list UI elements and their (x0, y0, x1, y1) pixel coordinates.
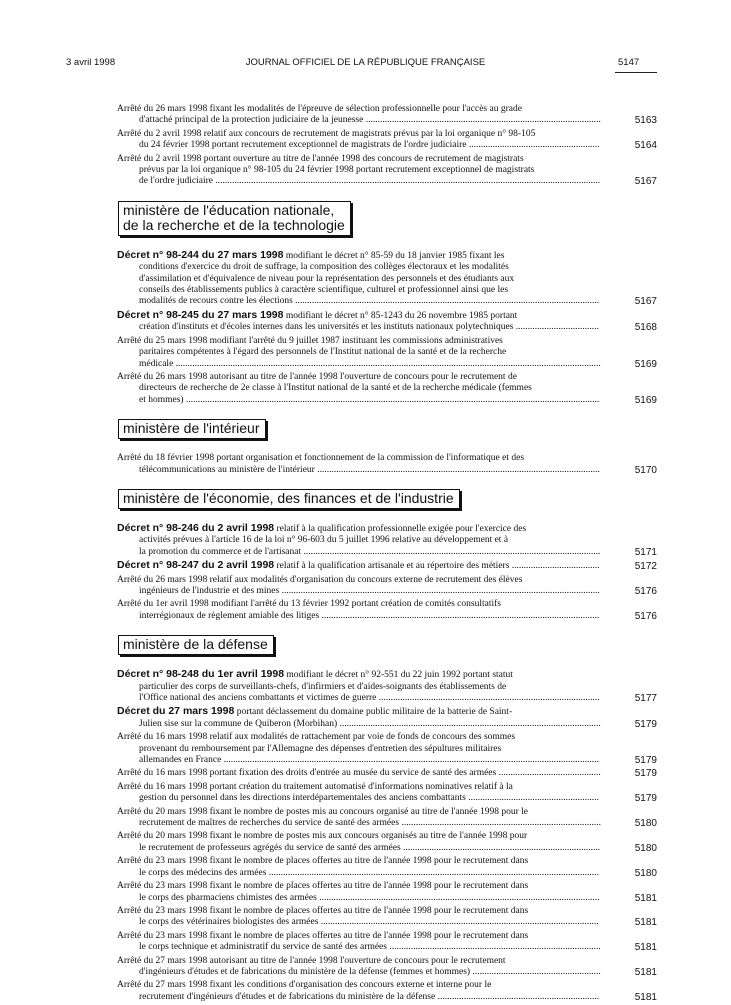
entry-page-number: 5170 (634, 464, 657, 476)
leader-dots: ................................................................................................... (363, 115, 601, 126)
entry-line (117, 818, 605, 829)
entry-line-text: interrégionaux de règlement amiable des litiges (139, 610, 320, 621)
entry-line (117, 165, 605, 176)
entry-line (117, 744, 605, 755)
entry-page-number: 5179 (634, 755, 657, 767)
entry-line (117, 856, 605, 867)
toc-entry (117, 807, 657, 830)
entry-line-text: prévus par la loi organique n° 98-105 du 24 février 1998 portant recrutement exceptionnel de magistrats (139, 165, 535, 176)
entry-line-text: de l'ordre judiciaire (139, 176, 213, 187)
entry-line (117, 992, 605, 1003)
entry-page-number: 5172 (634, 561, 657, 573)
leader-dots: ......................................................................................... (386, 942, 601, 953)
entry-line-text: la promotion du commerce et de l'artisanat (139, 546, 302, 557)
entry-line-text: le corps des vétérinaires biologistes des armées (139, 917, 319, 928)
leader-dots: .................................................................................... (399, 818, 601, 829)
entry-line-text: Arrêté du 20 mars 1998 fixant le nombre de postes mis au concours organisé au titre de l'année 1998 pour le (117, 806, 528, 817)
entry-line-text: Arrêté du 16 mars 1998 portant création du traitement automatisé d'informations nominatives relatif à la (117, 781, 513, 792)
entry-page-number: 5179 (634, 718, 657, 730)
entry-line (117, 523, 605, 535)
toc-entry (117, 732, 657, 766)
entry-page-number: 5181 (634, 942, 657, 954)
entry-page-number: 5180 (634, 842, 657, 854)
entry-line-text: Arrêté du 23 mars 1998 fixant le nombre de places offertes au titre de l'année 1998 pour le recrutement dans (117, 930, 529, 941)
entry-line (117, 359, 605, 370)
entry-line-text: le corps technique et administratif du service de santé des armées (139, 942, 387, 953)
entry-line (117, 104, 605, 115)
entry-text (117, 931, 605, 954)
leader-dots: ................................................................................... (400, 842, 601, 853)
entry-line (117, 176, 605, 187)
entry-line-text: Arrêté du 2 avril 1998 portant ouverture au titre de l'année 1998 des concours de recrutement de magistrats (117, 153, 524, 164)
entry-page-number: 5169 (634, 394, 657, 406)
toc-entry (117, 782, 657, 805)
entry-page-number: 5169 (634, 358, 657, 370)
toc-entry (117, 856, 657, 879)
entry-line-text: modalités de recours contre les élections (139, 296, 293, 307)
entry-line (117, 383, 605, 394)
toc-entry (117, 768, 657, 779)
entry-text (117, 310, 605, 334)
decree-reference: Décret n° 98-248 du 1er avril 1998 (117, 668, 285, 681)
entry-page-number: 5179 (634, 768, 657, 780)
entry-text (117, 250, 605, 308)
entry-line (117, 310, 605, 322)
ministry-heading-line: ministère de l'éducation nationale, (123, 201, 335, 218)
entry-page-number: 5164 (634, 140, 657, 152)
entry-text (117, 599, 605, 622)
entry-line (117, 129, 605, 140)
leader-dots: ............................................................................................................................. (301, 546, 601, 557)
entry-line-text: Arrêté du 20 mars 1998 fixant le nombre de postes mis aux concours organisés au titre de l'année 1998 pour (117, 831, 528, 842)
entry-text (117, 782, 605, 805)
toc-entry (117, 906, 657, 929)
entry-page-number: 5180 (634, 867, 657, 879)
toc-entry (117, 706, 657, 730)
ministry-heading-line: de la recherche et de la technologie (123, 216, 345, 233)
entry-line (117, 322, 605, 333)
entry-line-text: Arrêté du 2 avril 1998 relatif aux concours de recrutement de magistrats prévus par la loi organique n° 98-105 (117, 128, 536, 139)
entry-text (117, 104, 605, 127)
entry-text (117, 956, 605, 979)
entry-line (117, 980, 605, 991)
entry-line-text: paritaires compétentes à l'égard des personnels de l'Institut national de la santé et de la recherche (139, 347, 507, 358)
entry-line-text: Arrêté du 23 mars 1998 fixant le nombre de places offertes au titre de l'année 1998 pour le recrutement dans (117, 881, 529, 892)
entry-line-text: création d'instituts et d'écoles internes dans les universités et les instituts nationaux polytechniques (139, 322, 514, 333)
entry-line-text: modifiant le décret n° 85-1243 du 26 novembre 1985 portant (283, 310, 518, 321)
toc-entry (117, 336, 657, 370)
entry-line (117, 296, 605, 307)
toc-entry (117, 599, 657, 622)
entry-line-text: Arrêté du 23 mars 1998 fixant le nombre de places offertes au titre de l'année 1998 pour le recrutement dans (117, 856, 529, 867)
toc-entry (117, 956, 657, 979)
journal-title: JOURNAL OFFICIEL DE LA RÉPUBLIQUE FRANÇAISE (245, 57, 486, 68)
entry-line-text: conditions d'exercice du droit de suffrage, la composition des collèges électoraux et les modalités (139, 262, 509, 273)
entry-line (117, 881, 605, 892)
leader-dots: ................................................................................................................................ (292, 296, 600, 307)
entry-line (117, 893, 605, 904)
ministry-heading (118, 635, 274, 655)
toc-entry (117, 250, 657, 308)
issue-date: 3 avril 1998 (66, 57, 116, 68)
entry-line-text: du 24 février 1998 portant recrutement exceptionnel de magistrats de l'ordre judiciaire (139, 140, 467, 151)
toc-entry (117, 453, 657, 476)
entry-line-text: télécommunications au ministère de l'intérieur (139, 464, 315, 475)
leader-dots: ..................................................................................................................... (319, 610, 600, 621)
entry-line-text: Arrêté du 1er avril 1998 modifiant l'arrêté du 13 février 1992 portant création de comités consultatifs (117, 599, 501, 610)
toc-entry (117, 310, 657, 334)
entry-line-text: provenant du remboursement par l'Allemagne des dépenses d'entretien des sépultures militaires (139, 743, 502, 754)
entry-line (117, 931, 605, 942)
entry-line-text: le corps des pharmaciens chimistes des armées (139, 892, 317, 903)
entry-line-text: Arrêté du 16 mars 1998 relatif aux modalités de rattachement par voie de fonds de concours des sommes (117, 732, 516, 743)
entry-text (117, 768, 605, 779)
entry-line-text: Arrêté du 27 mars 1998 fixant les conditions d'organisation des concours externe et interne pour le (117, 980, 492, 991)
entry-line (117, 274, 605, 285)
page-number: 5147 (618, 57, 640, 68)
entry-line-text: relatif à la qualification artisanale et au répertoire des métiers (274, 561, 510, 572)
entry-line-text: recrutement de maîtres de recherches du service de santé des armées (139, 818, 400, 829)
entry-line (117, 547, 605, 558)
entry-line-text: gestion du personnel dans les directions interdépartementales des anciens combattants (139, 793, 466, 804)
entry-line-text: le recrutement de professeurs agrégés du service de santé des armées (139, 842, 401, 853)
leader-dots: ........................................................................................................................................... (266, 867, 599, 878)
entry-text (117, 856, 605, 879)
entry-page-number: 5171 (634, 546, 657, 558)
decree-reference: Décret n° 98-244 du 27 mars 1998 (117, 248, 284, 261)
entry-text (117, 129, 605, 152)
entry-line (117, 262, 605, 273)
entry-line-text: et hommes) (139, 394, 184, 405)
entry-line (117, 682, 605, 693)
entry-line (117, 843, 605, 854)
entry-line (117, 395, 605, 406)
entry-page-number: 5176 (634, 585, 657, 597)
toc-entry (117, 575, 657, 598)
entry-line (117, 906, 605, 917)
entry-line-text: Arrêté du 27 mars 1998 autorisant au titre de l'année 1998 l'ouverture de concours pour le recrutement (117, 955, 506, 966)
entry-text (117, 807, 605, 830)
entry-text (117, 906, 605, 929)
entry-line (117, 372, 605, 383)
toc-entry (117, 104, 657, 127)
entry-page-number: 5180 (634, 818, 657, 830)
toc-entry (117, 931, 657, 954)
entry-page-number: 5176 (634, 610, 657, 622)
entry-page-number: 5181 (634, 892, 657, 904)
entry-line (117, 611, 605, 622)
entry-line-text: Julien sise sur la commune de Quiberon (Morbihan) (139, 718, 338, 729)
entry-line (117, 967, 605, 978)
leader-dots: ....................................................................................................................... (314, 464, 600, 475)
entry-text (117, 453, 605, 476)
entry-text (117, 523, 605, 558)
leader-dots: ...................................................................................................................................... (279, 585, 600, 596)
entry-line-text: Arrêté du 26 mars 1998 autorisant au titre de l'année 1998 l'ouverture de concours pour le recrutement de (117, 371, 517, 382)
table-of-contents (117, 104, 657, 1005)
entry-line (117, 115, 605, 126)
leader-dots: ...................................................................................................................... (316, 892, 600, 903)
entry-line (117, 782, 605, 793)
toc-entry (117, 980, 657, 1003)
entry-line-text: Arrêté du 25 mars 1998 modifiant l'arrêté du 9 juillet 1987 instituant les commissions administratives (117, 335, 503, 346)
entry-line (117, 868, 605, 879)
entry-line (117, 140, 605, 151)
entry-line-text: ingénieurs de l'industrie et des mines (139, 585, 280, 596)
entry-line (117, 560, 605, 572)
entry-line-text: activités prévues à l'article 16 de la loi n° 96-603 du 5 juillet 1996 relative au développement et à (139, 535, 509, 546)
entry-line (117, 465, 605, 476)
leader-dots: ....................................................... (466, 140, 600, 151)
toc-entry (117, 560, 657, 572)
entry-text (117, 881, 605, 904)
entry-page-number: 5181 (634, 966, 657, 978)
entry-line-text: d'assimilation et d'équivalence de niveau pour la représentation des personnels et des étudiants aux (139, 273, 515, 284)
toc-entry (117, 154, 657, 188)
toc-entry (117, 372, 657, 406)
entry-line (117, 693, 605, 704)
toc-entry (117, 831, 657, 854)
entry-line-text: conseils des établissements publics à caractère scientifique, culturel et professionnel ainsi que les (139, 285, 509, 296)
entry-line (117, 793, 605, 804)
entry-line-text: l'Office national des anciens combattants et victimes de guerre (139, 693, 377, 703)
leader-dots: .............................................................................................................................................................................. (183, 394, 600, 405)
entry-line-text: relatif à la qualification professionnelle exigée pour l'exercice des (274, 523, 527, 534)
decree-reference: Décret n° 98-246 du 2 avril 1998 (117, 521, 275, 534)
entry-line-text: médicale (139, 358, 174, 369)
header-rule (615, 72, 657, 73)
entry-text (117, 980, 605, 1003)
leader-dots: .................................................................................................................................................................. (212, 176, 601, 187)
entry-line (117, 755, 605, 766)
decree-reference: Décret n° 98-245 du 27 mars 1998 (117, 308, 284, 321)
entry-line-text: portant déclassement du domaine public militaire de la batterie de Saint- (234, 707, 513, 718)
toc-entry (117, 129, 657, 152)
page-header (0, 57, 731, 73)
entry-line (117, 250, 605, 262)
entry-line (117, 732, 605, 743)
leader-dots: ............................................................................................. (376, 693, 600, 703)
entry-text (117, 154, 605, 188)
ministry-heading (118, 201, 351, 236)
entry-line-text: le corps des médecins des armées (139, 867, 267, 878)
entry-line-text: modifiant le décret n° 85-59 du 18 janvier 1985 fixant les (283, 250, 505, 261)
entry-line (117, 575, 605, 586)
entry-line-text: Arrêté du 26 mars 1998 relatif aux modalités d'organisation du concours externe de recrutement des élèves (117, 574, 523, 585)
entry-line (117, 453, 605, 464)
entry-line (117, 154, 605, 165)
entry-line (117, 768, 605, 779)
toc-entry (117, 523, 657, 558)
entry-line-text: d'attaché principal de la protection judiciaire de la jeunesse (139, 115, 364, 126)
leader-dots: .............................................................................................................................................................. (221, 755, 599, 766)
leader-dots: .................................................................... (435, 991, 600, 1002)
entry-line (117, 956, 605, 967)
entry-page-number: 5181 (634, 991, 657, 1003)
entry-text (117, 732, 605, 766)
ministry-heading-line: ministère de l'intérieur (123, 420, 260, 437)
entry-line (117, 706, 605, 718)
entry-line (117, 831, 605, 842)
entry-line (117, 347, 605, 358)
entry-line-text: Arrêté du 26 mars 1998 fixant les modalités de l'épreuve de sélection professionnelle pour l'accès au grade (117, 104, 522, 114)
ministry-heading (118, 419, 266, 439)
leader-dots: ..................................................................................................................... (318, 917, 599, 928)
entry-line (117, 669, 605, 681)
toc-entry (117, 881, 657, 904)
entry-line (117, 917, 605, 928)
entry-line (117, 336, 605, 347)
entry-line-text: allemandes en France (139, 755, 222, 766)
entry-line-text: particulier des corps de surveillants-chefs, d'infirmiers et d'aides-soignants des établissements de (139, 681, 507, 692)
entry-text (117, 575, 605, 598)
entry-line (117, 599, 605, 610)
entry-page-number: 5181 (634, 917, 657, 929)
entry-line-text: Arrêté du 23 mars 1998 fixant le nombre de places offertes au titre de l'année 1998 pour le recrutement dans (117, 905, 529, 916)
entry-text (117, 831, 605, 854)
entry-line (117, 807, 605, 818)
entry-line (117, 535, 605, 546)
entry-text (117, 372, 605, 406)
leader-dots: ................................... (513, 322, 599, 333)
entry-page-number: 5168 (634, 322, 657, 334)
ministry-heading (118, 489, 460, 509)
leader-dots: ................................................................................................................................................................................... (173, 358, 601, 369)
entry-page-number: 5163 (634, 115, 657, 127)
leader-dots: ...................................................... (470, 966, 601, 977)
entry-line-text: Arrêté du 18 février 1998 portant organisation et fonctionnement de la commission de l'informatique et des (117, 453, 525, 464)
entry-text (117, 560, 605, 572)
toc-entry (117, 669, 657, 704)
entry-text (117, 669, 605, 704)
ministry-heading-line: ministère de l'économie, des finances et de l'industrie (123, 489, 454, 506)
decree-reference: Décret n° 98-247 du 2 avril 1998 (117, 559, 275, 572)
ministry-heading-line: ministère de la défense (123, 636, 268, 653)
entry-page-number: 5179 (634, 793, 657, 805)
leader-dots: ........................................... (496, 768, 601, 779)
entry-page-number: 5167 (634, 176, 657, 188)
decree-reference: Décret du 27 mars 1998 (117, 705, 235, 718)
entry-line-text: recrutement d'ingénieurs d'études et de fabrications du ministère de la défense (139, 991, 436, 1002)
entry-line (117, 285, 605, 296)
leader-dots: .............................................................................................................. (337, 718, 601, 729)
entry-page-number: 5177 (634, 693, 657, 704)
entry-line (117, 586, 605, 597)
entry-line-text: directeurs de recherche de 2e classe à l'Institut national de la santé et de la recherche médicale (femmes (139, 383, 532, 394)
entry-line-text: Arrêté du 16 mars 1998 portant fixation des droits d'entrée au musée du service de santé des armées (117, 768, 497, 779)
entry-line (117, 719, 605, 730)
entry-line-text: d'ingénieurs d'études et de fabrications du ministère de la défense (femmes et hommes) (139, 966, 471, 977)
entry-page-number: 5167 (634, 296, 657, 308)
entry-text (117, 336, 605, 370)
entry-line (117, 942, 605, 953)
entry-line-text: modifiant le décret n° 92-551 du 22 juin 1992 portant statut (284, 670, 513, 681)
entry-text (117, 706, 605, 730)
leader-dots: ....................................................... (465, 793, 599, 804)
leader-dots: ..................................... (509, 561, 600, 572)
